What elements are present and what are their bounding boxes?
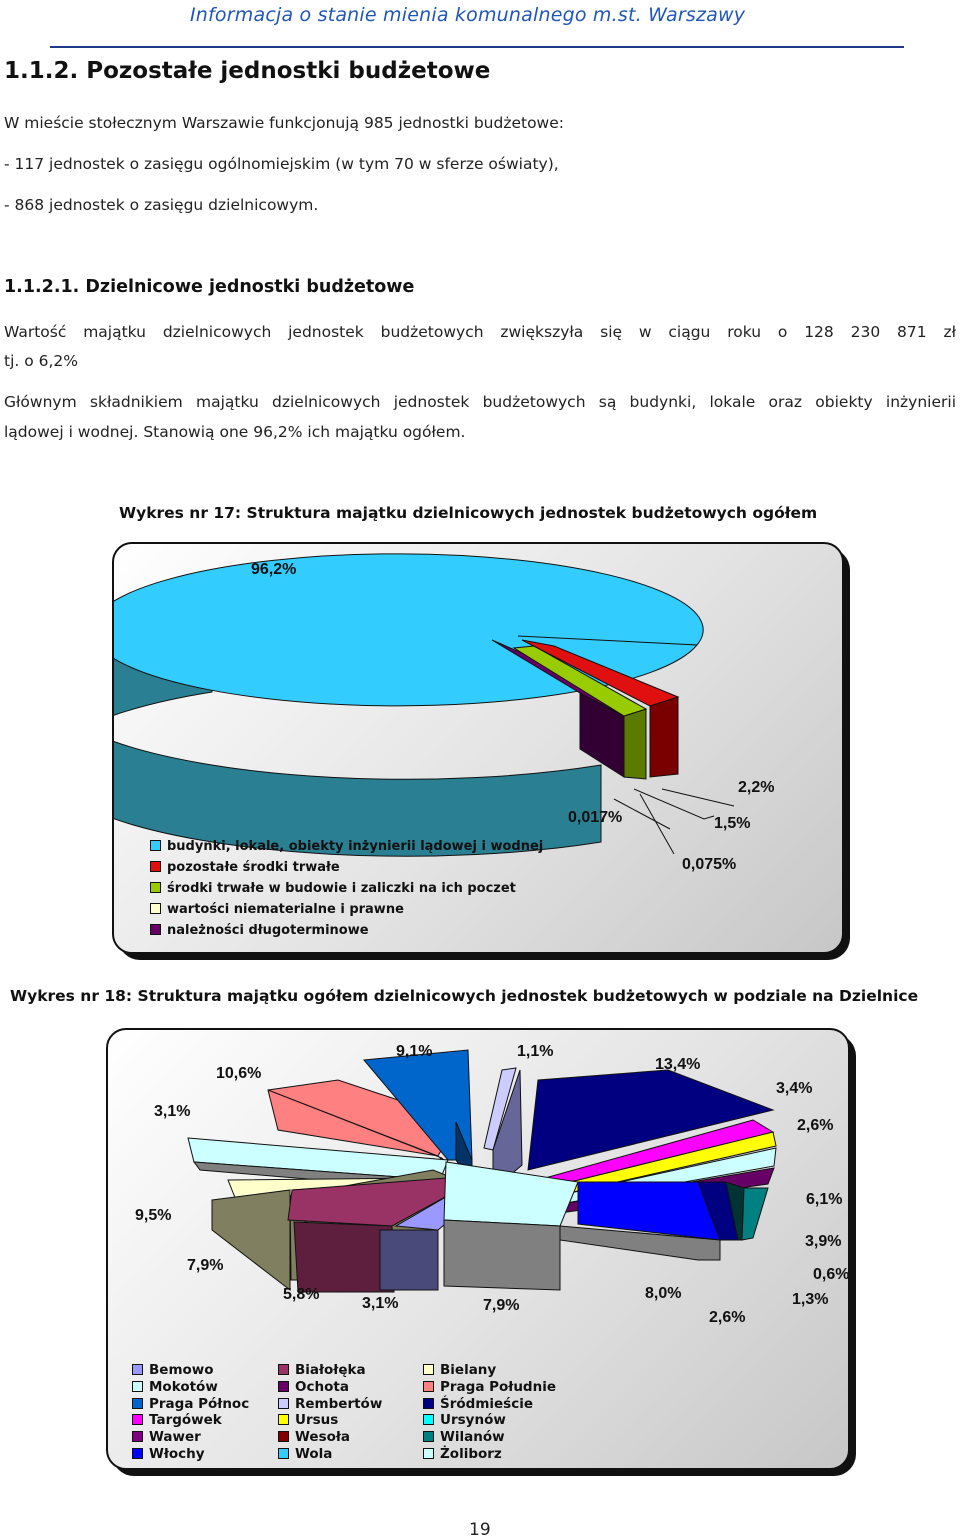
chart18-slice-side-bialoleka — [294, 1222, 394, 1292]
chart17-label-buildings: 96,2% — [251, 561, 297, 578]
chart18-label-12: 2,6% — [709, 1309, 746, 1326]
legend-swatch — [278, 1431, 289, 1442]
legend-label: wartości niematerialne i prawne — [167, 902, 404, 917]
legend-item — [423, 1379, 556, 1396]
chart18-label-16: 5,8% — [283, 1286, 320, 1303]
chart18-label-6: 3,4% — [776, 1080, 813, 1097]
legend-label: Włochy — [149, 1445, 205, 1462]
chart17-slice-side-inprogress — [624, 709, 646, 779]
chart18-slice-ursynow — [444, 1162, 578, 1226]
chart18-label-2: 10,6% — [216, 1065, 262, 1082]
chart17-label-longterm: 0,075% — [682, 856, 737, 873]
legend-item — [278, 1379, 382, 1396]
chart18-label-1: 3,1% — [154, 1103, 191, 1120]
legend-item — [423, 1362, 556, 1379]
value-change-line2: tj. o 6,2% — [4, 352, 79, 370]
legend-item — [132, 1446, 249, 1463]
legend-item — [278, 1446, 382, 1463]
chart17-leader-3 — [662, 789, 734, 806]
legend-label: Ursynów — [440, 1412, 506, 1429]
legend-item — [278, 1429, 382, 1446]
chart18-label-4: 1,1% — [517, 1043, 554, 1060]
chart18-label-18: 9,5% — [135, 1207, 172, 1224]
chart18-label-11: 1,3% — [792, 1291, 829, 1308]
legend-item — [278, 1412, 382, 1429]
legend-label: Praga Południe — [440, 1378, 556, 1395]
legend-label: Wola — [295, 1445, 333, 1462]
legend-swatch — [423, 1398, 434, 1409]
chart17-label-intangible: 0,017% — [568, 809, 623, 826]
legend-item — [278, 1396, 382, 1413]
chart17-leader-1 — [614, 799, 670, 829]
chart18-label-10: 0,6% — [813, 1266, 850, 1283]
legend-swatch — [423, 1364, 434, 1375]
chart17-label-inprogress: 1,5% — [714, 815, 751, 832]
legend-label: Ochota — [295, 1378, 349, 1395]
chart18-label-15: 3,1% — [362, 1295, 399, 1312]
chart18-legend-col3 — [423, 1362, 556, 1463]
legend-item — [150, 920, 543, 941]
legend-item — [132, 1362, 249, 1379]
legend-label: Targówek — [149, 1412, 222, 1429]
value-change-line1: Wartość majątku dzielnicowych jednostek budżetowych zwiększyła się w ciągu roku o 128 230 871 zł — [4, 323, 956, 341]
legend-item — [423, 1412, 556, 1429]
section-title: 1.1.2. Pozostałe jednostki budżetowe — [4, 58, 491, 84]
chart18-label-9: 3,9% — [805, 1233, 842, 1250]
legend-item — [150, 899, 543, 920]
legend-item — [150, 836, 543, 857]
chart18-label-5: 13,4% — [655, 1056, 701, 1073]
chart17-slice-side-other — [650, 697, 678, 777]
page-number: 19 — [469, 1520, 491, 1540]
legend-swatch — [132, 1381, 143, 1392]
legend-item — [150, 878, 543, 899]
legend-label: Wawer — [149, 1429, 201, 1446]
subsection-title: 1.1.2.1. Dzielnicowe jednostki budżetowe — [4, 277, 415, 297]
legend-label: Ursus — [295, 1412, 339, 1429]
legend-swatch — [150, 924, 161, 935]
running-header: Informacja o stanie mienia komunalnego m.st. Warszawy — [190, 4, 746, 26]
main-component-line2: lądowej i wodnej. Stanowią one 96,2% ich majątku ogółem. — [4, 423, 466, 441]
legend-swatch — [150, 840, 161, 851]
legend-item — [132, 1379, 249, 1396]
legend-label: Bielany — [440, 1362, 497, 1378]
bullet-district: - 868 jednostek o zasięgu dzielnicowym. — [4, 196, 319, 214]
bullet-citywide: - 117 jednostek o zasięgu ogólnomiejskim (w tym 70 w sferze oświaty), — [4, 155, 559, 173]
legend-swatch — [423, 1431, 434, 1442]
chart17-legend — [150, 836, 543, 941]
legend-label: środki trwałe w budowie i zaliczki na ich poczet — [167, 881, 516, 896]
legend-item — [423, 1429, 556, 1446]
legend-label: Wilanów — [440, 1429, 505, 1446]
legend-swatch — [278, 1398, 289, 1409]
chart18-label-8: 6,1% — [806, 1191, 843, 1208]
chart18-slice-side-ursynow — [444, 1220, 560, 1290]
legend-swatch — [278, 1381, 289, 1392]
legend-item — [423, 1446, 556, 1463]
legend-swatch — [150, 903, 161, 914]
legend-item — [132, 1412, 249, 1429]
legend-label: Bemowo — [149, 1362, 214, 1378]
chart18-legend-col1 — [132, 1362, 249, 1463]
legend-label: Wesoła — [295, 1429, 350, 1446]
chart18-legend-col2 — [278, 1362, 382, 1463]
chart18-frame — [106, 1028, 850, 1470]
legend-swatch — [132, 1398, 143, 1409]
chart18-slice-side-bemowo — [380, 1230, 438, 1290]
legend-label: pozostałe środki trwałe — [167, 860, 340, 875]
legend-swatch — [423, 1414, 434, 1425]
legend-label: budynki, lokale, obiekty inżynierii lądowej i wodnej — [167, 839, 544, 854]
chart18-label-14: 7,9% — [483, 1297, 520, 1314]
chart17-frame — [112, 542, 844, 954]
legend-item — [132, 1396, 249, 1413]
main-component-line1: Głównym składnikiem majątku dzielnicowych jednostek budżetowych są budynki, lokale oraz obiekty inżynierii — [4, 393, 956, 411]
legend-swatch — [278, 1364, 289, 1375]
legend-swatch — [278, 1414, 289, 1425]
legend-label: Żoliborz — [440, 1445, 502, 1462]
header-rule — [50, 46, 904, 48]
legend-swatch — [423, 1448, 434, 1459]
legend-swatch — [423, 1381, 434, 1392]
legend-label: Rembertów — [295, 1395, 383, 1412]
legend-swatch — [278, 1448, 289, 1459]
legend-label: Praga Północ — [149, 1395, 250, 1412]
chart18-slice-wlochy-side — [212, 1190, 290, 1290]
legend-label: Białołęka — [295, 1362, 366, 1378]
chart18-label-3: 9,1% — [396, 1043, 433, 1060]
chart18-label-17: 7,9% — [187, 1257, 224, 1274]
chart17-label-other: 2,2% — [738, 779, 775, 796]
legend-swatch — [132, 1364, 143, 1375]
legend-swatch — [150, 882, 161, 893]
legend-item — [150, 857, 543, 878]
intro-paragraph: W mieście stołecznym Warszawie funkcjonują 985 jednostki budżetowe: — [4, 114, 564, 132]
chart18-caption: Wykres nr 18: Struktura majątku ogółem dzielnicowych jednostek budżetowych w podziale na Dzielnice — [10, 987, 919, 1005]
legend-item — [423, 1396, 556, 1413]
legend-label: Śródmieście — [440, 1395, 533, 1412]
chart18-label-13: 8,0% — [645, 1285, 682, 1302]
legend-swatch — [132, 1448, 143, 1459]
legend-swatch — [132, 1431, 143, 1442]
chart18-slice-wawer — [742, 1188, 768, 1240]
legend-item — [278, 1362, 382, 1379]
legend-swatch — [150, 861, 161, 872]
legend-item — [132, 1429, 249, 1446]
chart17-caption: Wykres nr 17: Struktura majątku dzielnicowych jednostek budżetowych ogółem — [119, 504, 818, 522]
chart18-label-7: 2,6% — [797, 1117, 834, 1134]
chart17-leader-4 — [640, 794, 674, 854]
legend-swatch — [132, 1414, 143, 1425]
legend-label: należności długoterminowe — [167, 923, 369, 938]
legend-label: Mokotów — [149, 1378, 218, 1395]
